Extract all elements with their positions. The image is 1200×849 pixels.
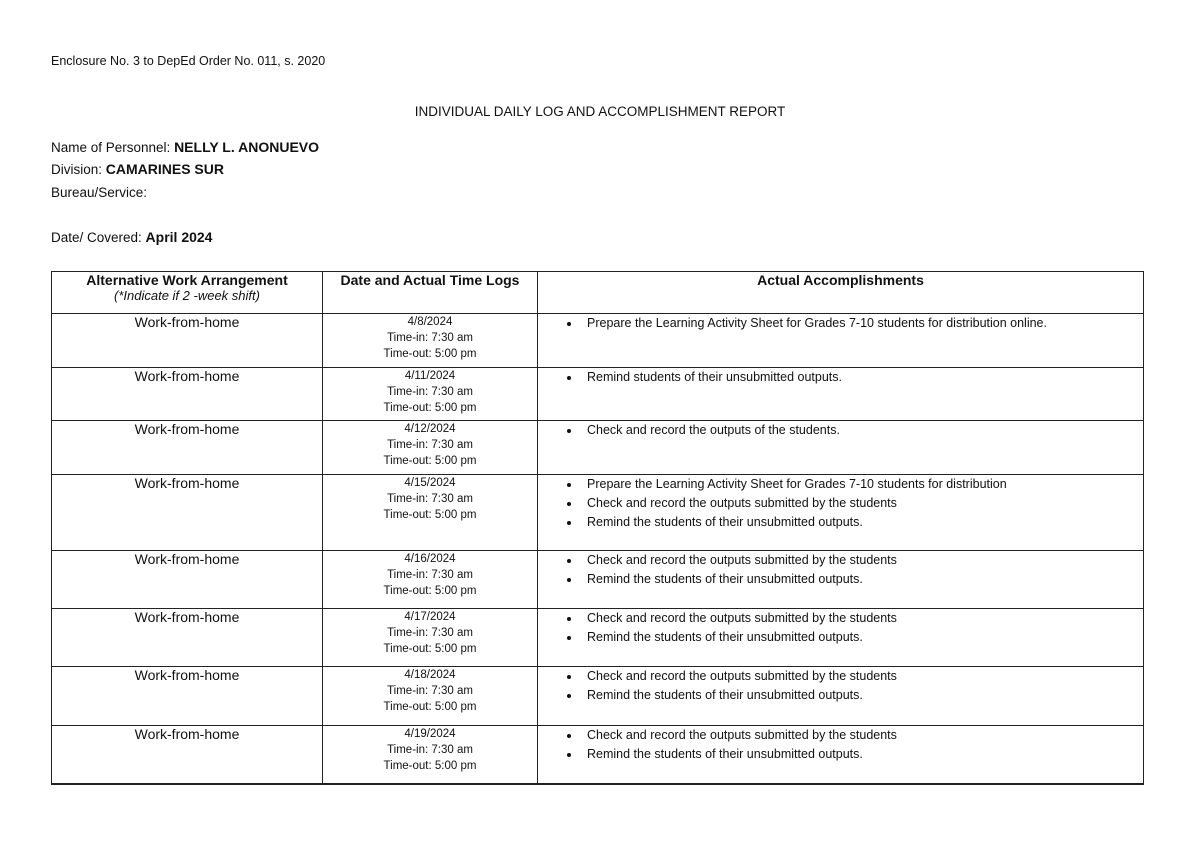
table-row bbox=[52, 421, 1144, 475]
accomplishments-cell bbox=[538, 314, 1144, 368]
arrangement-cell: Work-from-home bbox=[52, 314, 323, 368]
header-arrangement-note: (*Indicate if 2 -week shift) bbox=[114, 288, 260, 303]
division-value: CAMARINES SUR bbox=[105, 161, 224, 177]
accomplishment-item: • Remind the students of their unsubmitted outputs. bbox=[581, 628, 1143, 647]
accomplishment-item: • Check and record the outputs submitted by the students bbox=[581, 726, 1143, 745]
log-date: 4/18/2024 bbox=[404, 669, 456, 681]
log-date: 4/11/2024 bbox=[404, 370, 456, 382]
time-in: Time-in: 7:30 am bbox=[387, 744, 473, 756]
division-label: Division: bbox=[51, 162, 106, 177]
accomplishment-item: • Remind the students of their unsubmitted outputs. bbox=[581, 745, 1143, 764]
daily-log-table bbox=[51, 271, 1144, 785]
table-row bbox=[52, 726, 1144, 784]
name-label: Name of Personnel: bbox=[51, 140, 175, 155]
time-out: Time-out: 5:00 pm bbox=[383, 402, 477, 414]
header-date-time-logs: Date and Actual Time Logs bbox=[323, 272, 538, 314]
time-out: Time-out: 5:00 pm bbox=[383, 509, 477, 521]
accomplishments-cell bbox=[538, 667, 1144, 726]
name-value: NELLY L. ANONUEVO bbox=[174, 139, 320, 155]
date-time-cell bbox=[323, 314, 538, 368]
accomplishment-item: • Remind the students of their unsubmitted outputs. bbox=[581, 570, 1143, 589]
date-time-cell bbox=[323, 609, 538, 667]
table-row bbox=[52, 475, 1144, 551]
accomplishment-item: • Remind the students of their unsubmitted outputs. bbox=[581, 686, 1143, 705]
accomplishments-cell bbox=[538, 609, 1144, 667]
table-body bbox=[52, 314, 1144, 784]
date-covered-label: Date/ Covered: bbox=[51, 230, 146, 245]
bureau-service-field bbox=[51, 184, 147, 200]
accomplishments-cell bbox=[538, 475, 1144, 551]
time-in: Time-in: 7:30 am bbox=[387, 332, 473, 344]
accomplishment-list bbox=[538, 421, 1143, 440]
accomplishments-cell bbox=[538, 726, 1144, 784]
accomplishments-cell bbox=[538, 551, 1144, 609]
arrangement-cell: Work-from-home bbox=[52, 368, 323, 421]
time-in: Time-in: 7:30 am bbox=[387, 685, 473, 697]
accomplishment-item: • Check and record the outputs submitted by the students bbox=[581, 609, 1143, 628]
time-out: Time-out: 5:00 pm bbox=[383, 348, 477, 360]
accomplishment-list bbox=[538, 667, 1143, 705]
table-row bbox=[52, 609, 1144, 667]
date-time-cell bbox=[323, 551, 538, 609]
time-in: Time-in: 7:30 am bbox=[387, 493, 473, 505]
table-header-row bbox=[52, 272, 1144, 314]
table-row bbox=[52, 667, 1144, 726]
table-row bbox=[52, 368, 1144, 421]
header-accomplishments: Actual Accomplishments bbox=[538, 272, 1144, 314]
accomplishment-list bbox=[538, 314, 1143, 333]
date-time-cell bbox=[323, 726, 538, 784]
header-arrangement bbox=[52, 272, 323, 314]
accomplishment-item: • Prepare the Learning Activity Sheet for Grades 7-10 students for distribution online. bbox=[581, 314, 1143, 333]
date-time-cell bbox=[323, 368, 538, 421]
arrangement-cell: Work-from-home bbox=[52, 421, 323, 475]
date-covered-field bbox=[51, 229, 212, 245]
bureau-label: Bureau/Service: bbox=[51, 185, 148, 200]
table-row bbox=[52, 551, 1144, 609]
log-date: 4/8/2024 bbox=[407, 316, 453, 328]
accomplishment-list bbox=[538, 609, 1143, 647]
arrangement-cell: Work-from-home bbox=[52, 609, 323, 667]
accomplishment-item: • Remind students of their unsubmitted outputs. bbox=[581, 368, 1143, 387]
accomplishments-cell bbox=[538, 368, 1144, 421]
arrangement-cell: Work-from-home bbox=[52, 667, 323, 726]
time-in: Time-in: 7:30 am bbox=[387, 386, 473, 398]
time-out: Time-out: 5:00 pm bbox=[383, 643, 477, 655]
enclosure-reference: Enclosure No. 3 to DepEd Order No. 011, s. 2020 bbox=[51, 54, 326, 68]
name-of-personnel-field bbox=[51, 139, 319, 155]
log-date: 4/16/2024 bbox=[404, 553, 456, 565]
time-out: Time-out: 5:00 pm bbox=[383, 760, 477, 772]
date-covered-value: April 2024 bbox=[145, 229, 213, 245]
time-in: Time-in: 7:30 am bbox=[387, 439, 473, 451]
log-date: 4/19/2024 bbox=[404, 728, 456, 740]
accomplishment-item: • Prepare the Learning Activity Sheet for Grades 7-10 students for distribution bbox=[581, 475, 1143, 494]
accomplishment-item: • Remind the students of their unsubmitted outputs. bbox=[581, 513, 1143, 532]
header-arrangement-label: Alternative Work Arrangement bbox=[86, 272, 288, 288]
accomplishment-list bbox=[538, 368, 1143, 387]
date-time-cell bbox=[323, 475, 538, 551]
accomplishment-list bbox=[538, 726, 1143, 764]
accomplishment-item: • Check and record the outputs of the students. bbox=[581, 421, 1143, 440]
accomplishments-cell bbox=[538, 421, 1144, 475]
arrangement-cell: Work-from-home bbox=[52, 726, 323, 784]
accomplishment-item: • Check and record the outputs submitted by the students bbox=[581, 494, 1143, 513]
log-date: 4/15/2024 bbox=[404, 477, 456, 489]
division-field bbox=[51, 161, 224, 177]
time-out: Time-out: 5:00 pm bbox=[383, 585, 477, 597]
document-title: INDIVIDUAL DAILY LOG AND ACCOMPLISHMENT REPORT bbox=[414, 104, 786, 119]
time-out: Time-out: 5:00 pm bbox=[383, 455, 477, 467]
accomplishment-list bbox=[538, 551, 1143, 589]
accomplishment-item: • Check and record the outputs submitted by the students bbox=[581, 551, 1143, 570]
accomplishment-item: • Check and record the outputs submitted by the students bbox=[581, 667, 1143, 686]
time-in: Time-in: 7:30 am bbox=[387, 627, 473, 639]
log-date: 4/12/2024 bbox=[404, 423, 456, 435]
arrangement-cell: Work-from-home bbox=[52, 551, 323, 609]
time-out: Time-out: 5:00 pm bbox=[383, 701, 477, 713]
date-time-cell bbox=[323, 667, 538, 726]
date-time-cell bbox=[323, 421, 538, 475]
time-in: Time-in: 7:30 am bbox=[387, 569, 473, 581]
accomplishment-list bbox=[538, 475, 1143, 532]
table-row bbox=[52, 314, 1144, 368]
log-date: 4/17/2024 bbox=[404, 611, 456, 623]
arrangement-cell: Work-from-home bbox=[52, 475, 323, 551]
